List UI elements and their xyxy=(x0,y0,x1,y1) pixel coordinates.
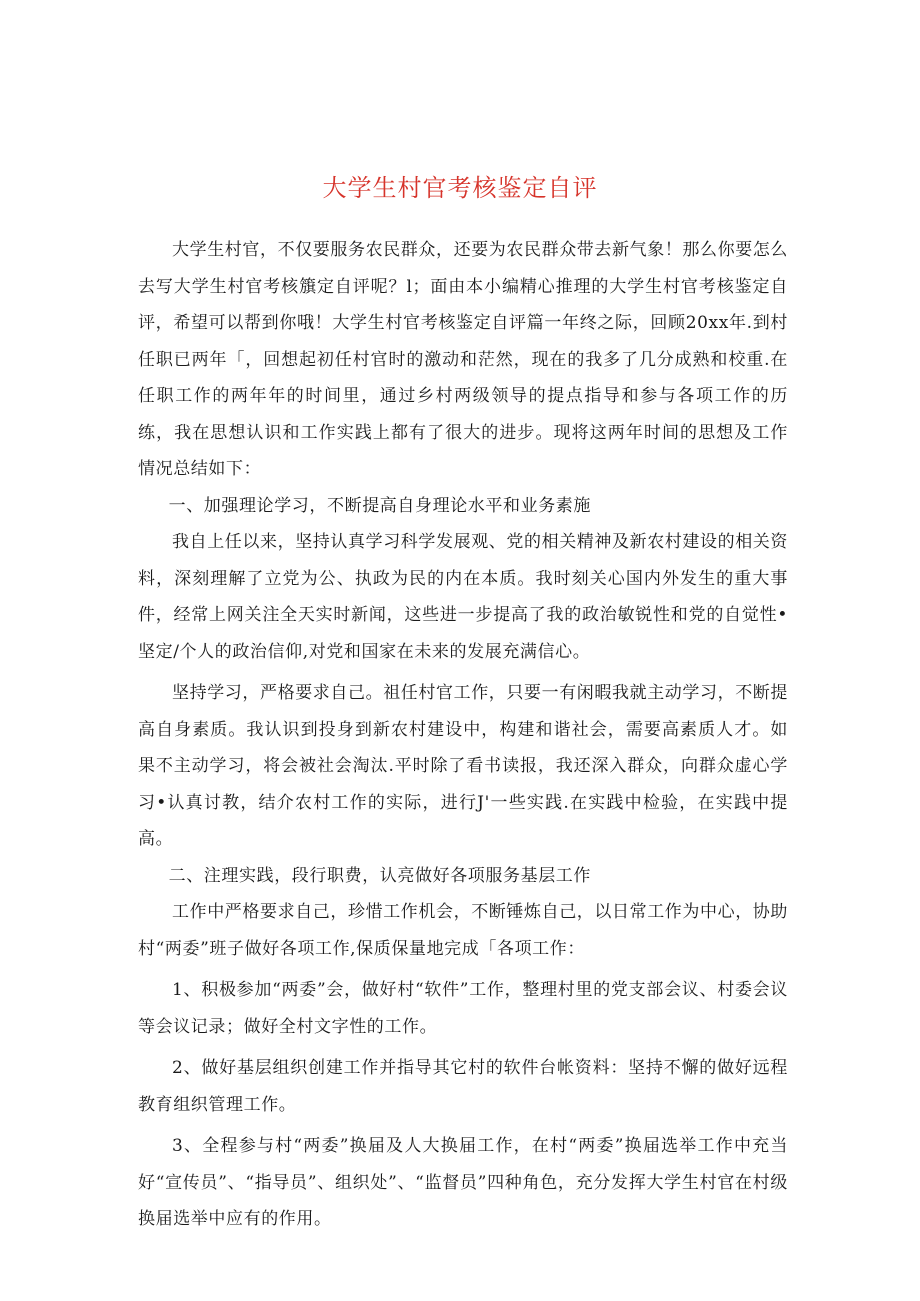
body-paragraph: 工作中严格要求自己，珍惜工作机会，不断锤炼自己，以日常工作为中心，协助村“两委”班子做好各项工作,保质保量地完成「各项工作： xyxy=(138,902,788,959)
list-item: 2、做好基层组织创建工作并指导其它村的软件台帐资料：坚持不懈的做好远程教育组织管理工作。 xyxy=(138,1058,788,1115)
document-title: 大学生村官考核鉴定自评 xyxy=(322,174,598,202)
section-heading-2: 二、注理实践，段行职费，认亮做好各项服务基层工作 xyxy=(168,865,591,886)
list-item: 1、积极参加“两委”会，做好村“软件”工作，整理村里的党支部会议、村委会议等会议记录；做好全村文字性的工作。 xyxy=(138,980,788,1037)
document-body xyxy=(138,232,788,1238)
intro-paragraph: 大学生村官，不仅要服务农民群众，还要为农民群众带去新气象！那么你要怎么去写大学生村官考核籏定自评呢？l；面由本小编精心推理的大学生村官考核鉴定自评，希望可以帮到你哦！大学生村官考核鉴定自评篇一年终之际，回顾20xx年.到村任职已两年「，回想起初任村官时的激动和茫然，现在的我多了几分成熟和校重.在任职工作的两年年的时间里，通过乡村两级领导的提点指导和参与各项工作的历练，我在思想认识和工作实践上都有了很大的进步。现将这两年时间的思想及工作情况总结如下： xyxy=(138,240,788,479)
body-paragraph: 坚持学习，严格要求自己。祖任村官工作，只要一有闲暇我就主动学习，不断提高自身素质。我认识到投身到新农村建设中，构建和谐社会，需要高素质人才。如果不主动学习，将会被社会淘汰.平时除了看书读报，我还深入群众，向群众虚心学习•认真讨教，结介农村工作的实际，进行J'一些实践.在实践中检验，在实践中提高。 xyxy=(138,683,788,849)
body-paragraph: 我自上任以来，坚持认真学习科学发展观、党的相关精神及新农村建设的相关资料，深刻理解了立党为公、执政为民的内在本质。我时刻关心国内外发生的重大事件，经常上网关注全天实时新闻，这些进一步提高了我的政治敏锐性和党的自觉性•坚定/个人的政治信仰,对党和国家在未来的发展充满信心。 xyxy=(138,532,788,662)
list-item: 3、全程参与村“两委”换届及人大换届工作，在村“两委”换届选举工作中充当好“宣传员”、“指导员”、组织处”、“监督员”四种角色，充分发挥大学生村官在村级换届选举中应有的作用。 xyxy=(138,1136,788,1229)
section-heading-1: 一、加强理论学习，不断提高自身理论水平和业务素施 xyxy=(168,495,591,516)
